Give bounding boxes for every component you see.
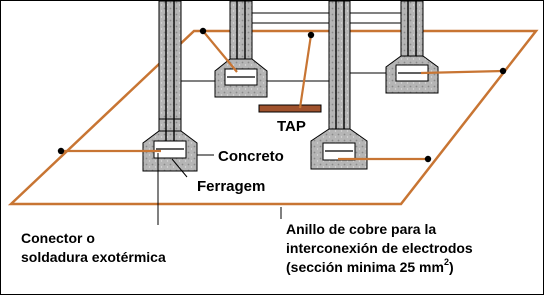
ring-label-line3-suffix: ) (448, 259, 454, 275)
connector-label (21, 229, 166, 267)
connector-label-line1: Conector o (21, 230, 95, 246)
ferragem-label: Ferragem (197, 178, 266, 195)
column-back-left (159, 1, 181, 119)
column-front-left (143, 119, 197, 171)
ring-label-line1: Anillo de cobre para la (286, 221, 437, 237)
ring-label-line3-prefix: (sección minima 25 mm (286, 259, 444, 275)
connector-label-line2: soldadura exotérmica (21, 249, 166, 265)
copper-ring (11, 31, 536, 204)
tap-bar (259, 105, 321, 112)
ring-label (286, 220, 473, 277)
concreto-label: Concreto (218, 148, 284, 165)
tap-label: TAP (277, 118, 306, 135)
column-back-center (215, 1, 267, 97)
column-front-right (311, 1, 367, 169)
ring-label-line2: interconexión de electrodos (286, 240, 473, 256)
column-back-right (386, 1, 438, 93)
ring-label-line3 (286, 258, 473, 277)
ring-label-line3-sup: 2 (443, 257, 449, 268)
